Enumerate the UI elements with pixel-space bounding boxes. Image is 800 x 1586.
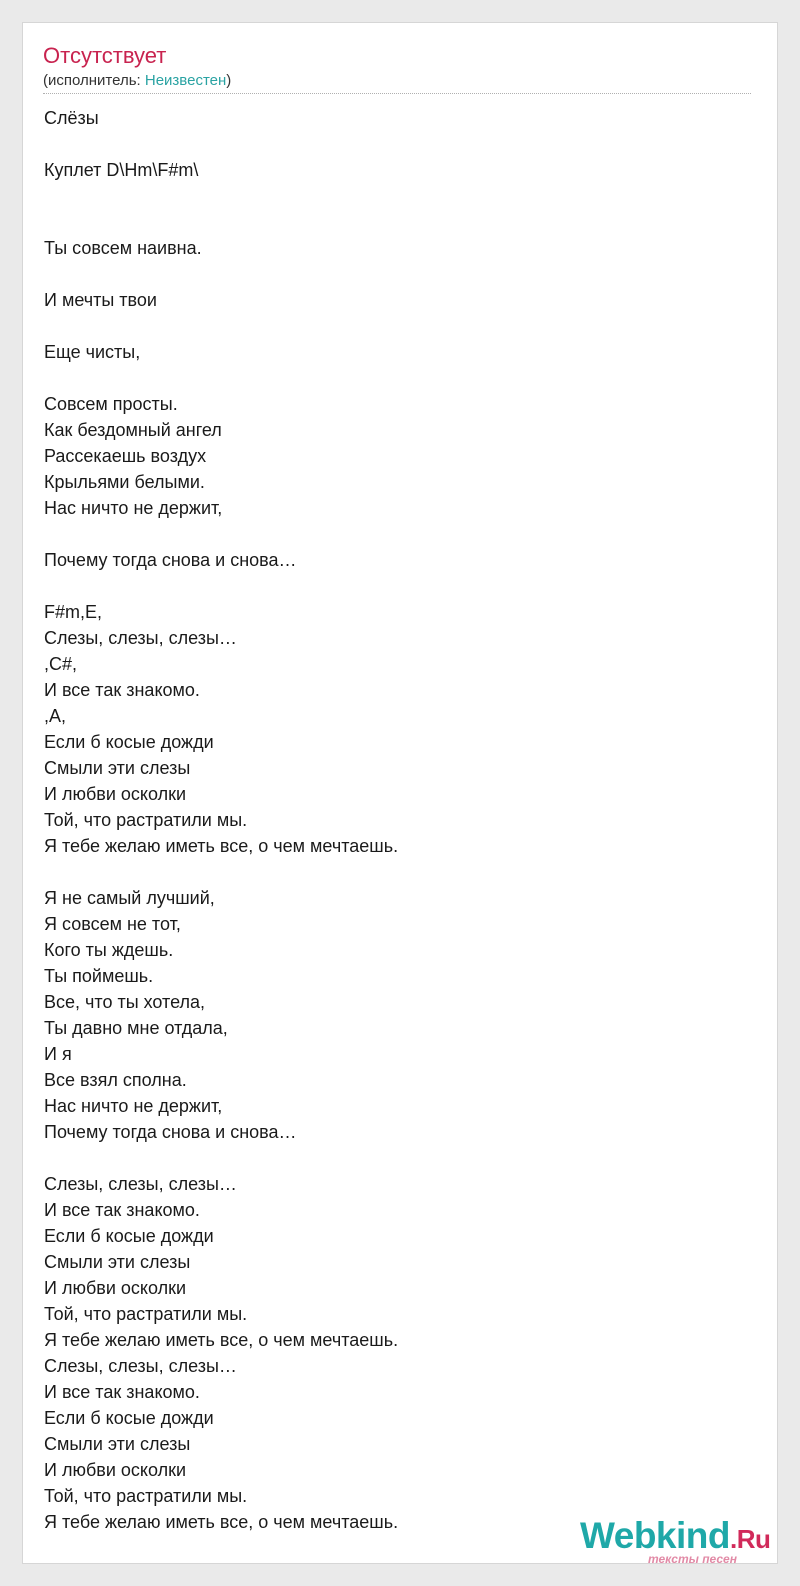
song-title: Отсутствует <box>43 43 167 68</box>
lyric-line: Смыли эти слезы <box>44 1252 191 1272</box>
lyric-line: Я тебе желаю иметь все, о чем мечтаешь. <box>44 1512 399 1532</box>
lyric-line: Слёзы <box>44 108 99 128</box>
lyric-line: И любви осколки <box>44 784 187 804</box>
lyric-line: Я не самый лучший, <box>44 888 215 908</box>
lyric-line <box>44 131 398 157</box>
lyric-line: ,C#, <box>44 654 78 674</box>
lyric-line: Как бездомный ангел <box>44 420 222 440</box>
lyric-line <box>44 365 398 391</box>
lyric-line: И все так знакомо. <box>44 1200 200 1220</box>
lyric-line: И любви осколки <box>44 1460 187 1480</box>
lyric-line: Нас ничто не держит, <box>44 1096 223 1116</box>
lyric-line: Кого ты ждешь. <box>44 940 174 960</box>
lyric-line <box>44 521 398 547</box>
lyric-line: Если б косые дожди <box>44 1226 214 1246</box>
lyric-line: Я тебе желаю иметь все, о чем мечтаешь. <box>44 1330 399 1350</box>
lyric-line: Совсем просты. <box>44 394 178 414</box>
lyric-line: Почему тогда снова и снова… <box>44 1122 297 1142</box>
logo-tagline: тексты песен <box>648 1552 737 1566</box>
lyrics-card <box>22 22 778 1564</box>
lyrics-body <box>44 105 398 1535</box>
lyric-line: И все так знакомо. <box>44 1382 200 1402</box>
lyric-line: Все взял сполна. <box>44 1070 187 1090</box>
lyric-line: И все так знакомо. <box>44 680 200 700</box>
lyric-line: Слезы, слезы, слезы… <box>44 1174 237 1194</box>
divider <box>43 93 751 94</box>
artist-suffix: ) <box>226 72 232 89</box>
lyric-line: Крыльями белыми. <box>44 472 205 492</box>
lyric-line <box>44 183 398 209</box>
lyric-line: Я совсем не тот, <box>44 914 181 934</box>
lyric-line: Рассекаешь воздух <box>44 446 207 466</box>
lyric-line: Еще чисты, <box>44 342 141 362</box>
lyric-line: Если б косые дожди <box>44 1408 214 1428</box>
lyric-line: И мечты твои <box>44 290 157 310</box>
lyric-line: Той, что растратили мы. <box>44 1486 248 1506</box>
lyric-line: Слезы, слезы, слезы… <box>44 628 237 648</box>
artist-prefix: (исполнитель: <box>43 72 145 89</box>
lyric-line: Ты давно мне отдала, <box>44 1018 228 1038</box>
logo-brand-tld: .Ru <box>730 1524 771 1554</box>
lyric-line: ,A, <box>44 706 67 726</box>
lyric-line: Я тебе желаю иметь все, о чем мечтаешь. <box>44 836 399 856</box>
lyric-line: Если б косые дожди <box>44 732 214 752</box>
lyric-line: Все, что ты хотела, <box>44 992 206 1012</box>
lyric-line: Куплет D\Hm\F#m\ <box>44 160 199 180</box>
lyric-line: Смыли эти слезы <box>44 758 191 778</box>
lyric-line: Почему тогда снова и снова… <box>44 550 297 570</box>
lyric-line: Нас ничто не держит, <box>44 498 223 518</box>
lyric-line: Ты совсем наивна. <box>44 238 202 258</box>
lyric-line: Той, что растратили мы. <box>44 1304 248 1324</box>
lyric-line: И я <box>44 1044 72 1064</box>
artist-line <box>43 72 231 90</box>
lyric-line <box>44 573 398 599</box>
lyric-line: F#m,E, <box>44 602 103 622</box>
lyric-line: И любви осколки <box>44 1278 187 1298</box>
lyric-line <box>44 859 398 885</box>
lyric-line <box>44 209 398 235</box>
lyric-line: Смыли эти слезы <box>44 1434 191 1454</box>
lyric-line <box>44 313 398 339</box>
artist-link[interactable]: Неизвестен <box>144 72 227 89</box>
lyric-line: Той, что растратили мы. <box>44 810 248 830</box>
webkind-logo[interactable] <box>580 1516 780 1566</box>
lyric-line: Слезы, слезы, слезы… <box>44 1356 237 1376</box>
lyric-line <box>44 261 398 287</box>
lyric-line <box>44 1145 398 1171</box>
logo-brand-name: Webkind <box>580 1515 730 1556</box>
lyric-line: Ты поймешь. <box>44 966 154 986</box>
